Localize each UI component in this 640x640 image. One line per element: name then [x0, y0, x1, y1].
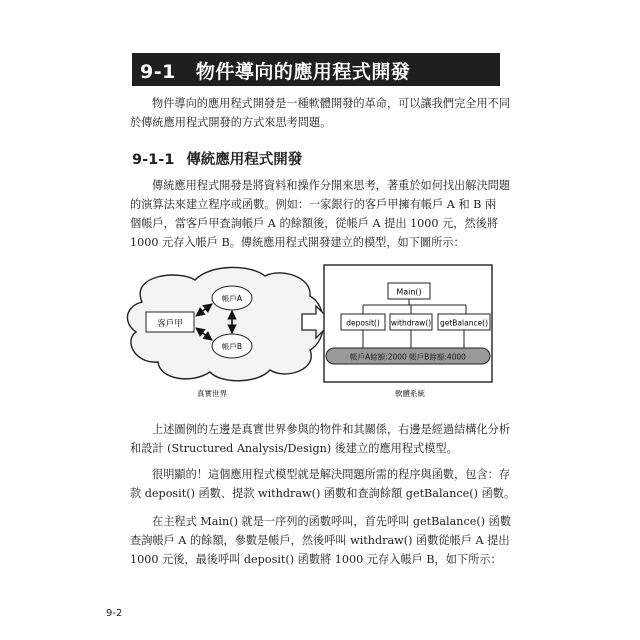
- balance-data-label: 帳戶A餘額:2000 帳戶B餘額:4000: [350, 352, 466, 362]
- para3-line-2: 款 deposit() 函數、提款 withdraw() 函數和查詢餘額 getBalance() 函數。: [130, 487, 516, 500]
- section-number: 9-1: [140, 61, 176, 83]
- para2-line-2: 和設計 (Structured Analysis/Design) 後建立的應用程式模型。: [130, 442, 458, 455]
- para1-line-2: 的演算法來建立程序或函數。例如：一家銀行的客戶甲擁有帳戶 A 和 B 兩: [130, 198, 497, 211]
- account-b-label: 帳戶B: [221, 342, 243, 351]
- section-title: [140, 57, 410, 84]
- real-world-caption: 真實世界: [197, 389, 227, 398]
- deposit-label: deposit(): [346, 318, 380, 328]
- para1-line-3: 個帳戶，當客戶甲查詢帳戶 A 的餘額後，從帳戶 A 提出 1000 元，然後將: [130, 217, 499, 230]
- para2-line-1: 上述圖例的左邊是真實世界參與的物件和其關係，右邊是經過結構化分析: [152, 423, 511, 436]
- subsection-title: [132, 148, 302, 169]
- section-title-text: 物件導向的應用程式開發: [195, 61, 411, 83]
- intro-line-1: 物件導向的應用程式開發是一種軟體開發的革命，可以讓我們完全用不同: [152, 97, 511, 110]
- account-a-label: 帳戶A: [221, 294, 243, 303]
- para4-line-1: 在主程式 Main() 就是一序列的函數呼叫，首先呼叫 getBalance() 函數: [152, 515, 512, 528]
- software-system-caption: 軟體系統: [395, 389, 425, 398]
- para3-line-1: 很明顯的！這個應用程式模型就是解決問題所需的程序與函數，包含：存: [152, 468, 511, 481]
- model-figure: [120, 262, 500, 402]
- para1-line-4: 1000 元存入帳戶 B。傳統應用程式開發建立的模型，如下圖所示：: [130, 236, 465, 249]
- subsection-title-text: 傳統應用程式開發: [186, 152, 303, 168]
- para1-line-1: 傳統應用程式開發是將資料和操作分開來思考，著重於如何找出解決問題: [152, 179, 511, 192]
- para4-line-2: 查詢帳戶 A 的餘額，參數是帳戶，然後呼叫 withdraw() 函數從帳戶 A 提出: [130, 534, 510, 547]
- intro-line-2: 於傳統應用程式開發的方式來思考問題。: [130, 116, 332, 129]
- page-number: 9-2: [106, 608, 123, 619]
- withdraw-label: withdraw(): [390, 318, 432, 328]
- getbalance-label: getBalance(): [439, 318, 489, 328]
- subsection-number: 9-1-1: [132, 152, 175, 168]
- para4-line-3: 1000 元後，最後呼叫 deposit() 函數將 1000 元存入帳戶 B，如下所示：: [130, 553, 502, 566]
- customer-label: 客戶甲: [157, 319, 183, 329]
- main-label: Main(): [396, 287, 422, 297]
